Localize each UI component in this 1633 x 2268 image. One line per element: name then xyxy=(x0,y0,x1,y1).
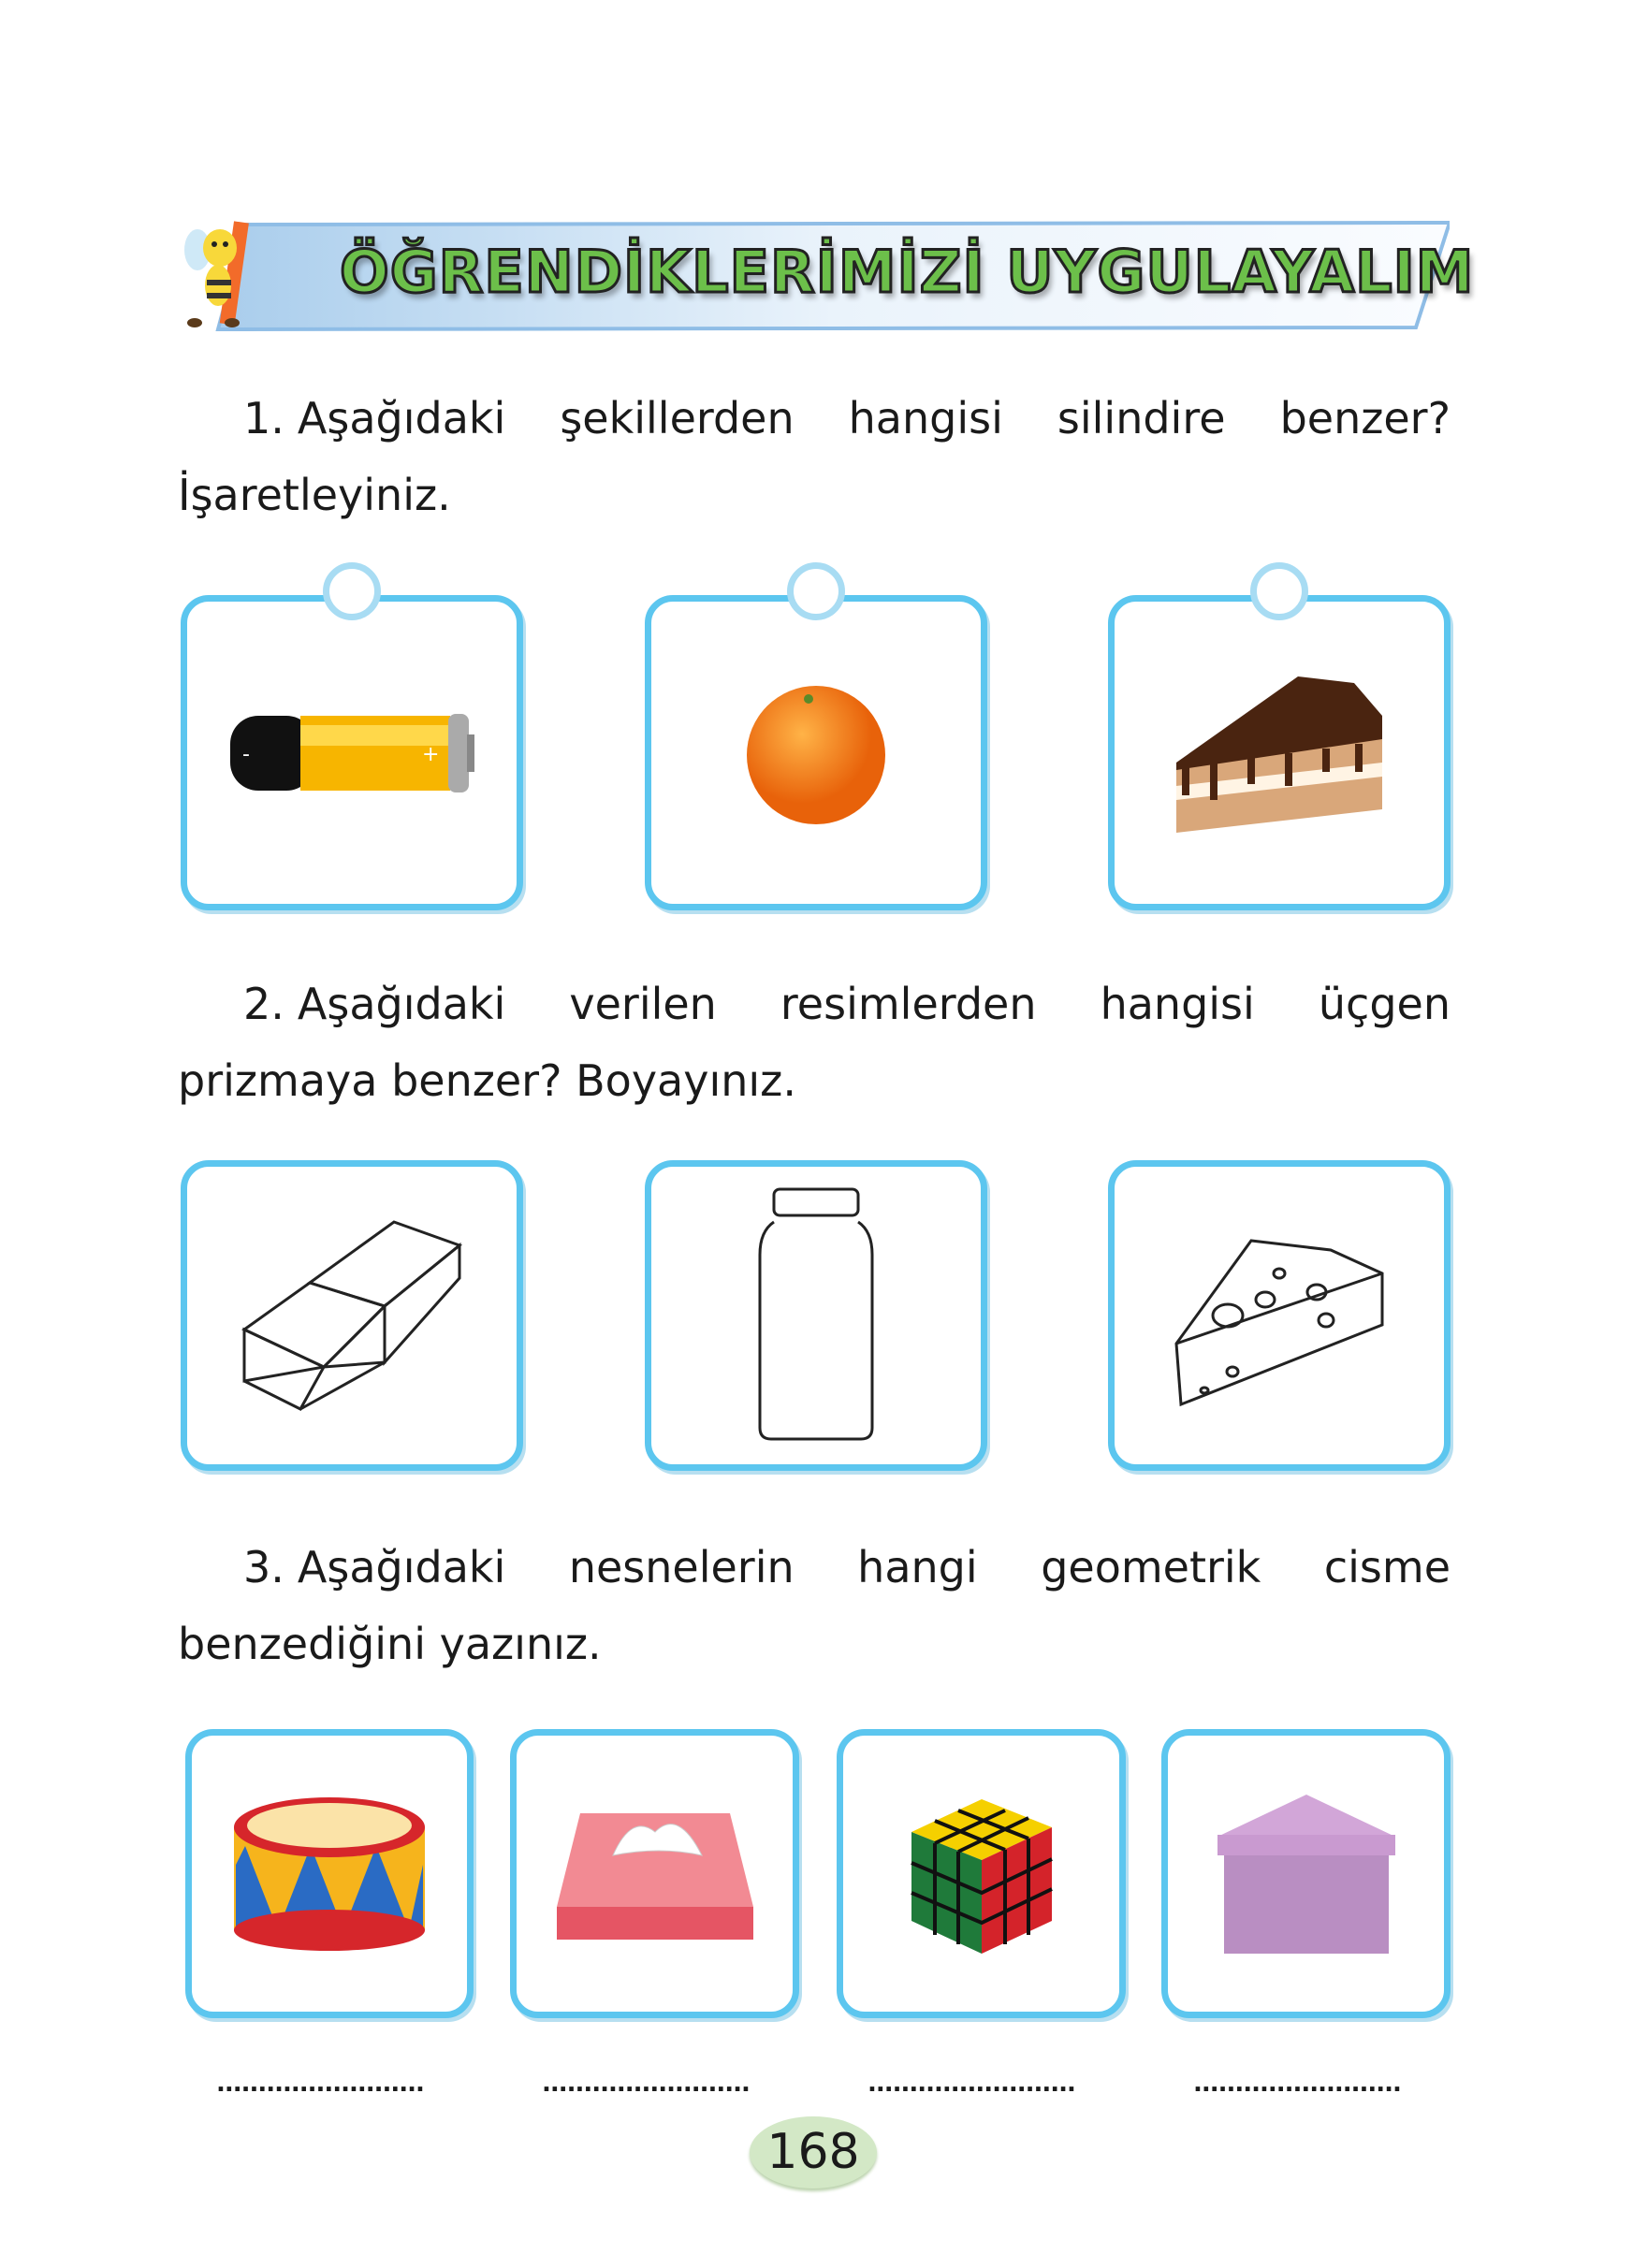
orange-icon xyxy=(741,678,891,828)
object-drum xyxy=(185,1729,474,2018)
question-text: Aşağıdaki nesnelerin hangi geometrik cisme benzediğini yazınız. xyxy=(178,1542,1451,1669)
svg-text:+: + xyxy=(422,742,440,766)
question-number: 3. xyxy=(243,1542,284,1592)
answer-blank-1[interactable]: ......................... xyxy=(216,2070,424,2098)
question-1 xyxy=(178,380,1451,533)
page-number: 168 xyxy=(750,2116,877,2188)
question-number: 1. xyxy=(243,393,284,443)
svg-text:-: - xyxy=(242,742,250,766)
cheese-wedge-outline-icon xyxy=(1167,1217,1392,1414)
answer-blank-2[interactable]: ......................... xyxy=(542,2070,750,2098)
gift-box-icon xyxy=(1213,1790,1400,1958)
answer-blank-3[interactable]: ......................... xyxy=(868,2070,1075,2098)
question-text: Aşağıdaki verilen resimlerden hangisi üçgen prizmaya benzer? Boyayınız. xyxy=(178,979,1451,1106)
option-cake-slice[interactable] xyxy=(1108,595,1451,910)
section-title: ÖĞRENDİKLERİMİZİ UYGULAYALIM xyxy=(340,238,1475,306)
battery-icon xyxy=(226,706,478,800)
bee-pencil-mascot-icon xyxy=(181,212,265,334)
checkbox-circle[interactable] xyxy=(323,562,381,620)
jar-outline-icon xyxy=(751,1185,882,1447)
cake-slice-icon xyxy=(1167,669,1392,837)
eraser-outline-icon xyxy=(235,1217,469,1414)
object-tissue-box xyxy=(510,1729,799,2018)
option-eraser[interactable] xyxy=(181,1160,523,1471)
question-text: Aşağıdaki şekillerden hangisi silindire benzer? İşaretleyiniz. xyxy=(178,393,1451,520)
question-2 xyxy=(178,966,1451,1119)
checkbox-circle[interactable] xyxy=(1250,562,1308,620)
question-number: 2. xyxy=(243,979,284,1029)
option-orange[interactable] xyxy=(645,595,987,910)
tissue-box-icon xyxy=(547,1804,763,1944)
question-3 xyxy=(178,1529,1451,1682)
checkbox-circle[interactable] xyxy=(787,562,845,620)
rubiks-cube-icon xyxy=(902,1790,1061,1958)
object-rubiks-cube xyxy=(837,1729,1126,2018)
option-jar[interactable] xyxy=(645,1160,987,1471)
object-gift-box xyxy=(1161,1729,1451,2018)
option-battery[interactable] xyxy=(181,595,523,910)
answer-blank-4[interactable]: ......................... xyxy=(1193,2070,1401,2098)
option-cheese-wedge[interactable] xyxy=(1108,1160,1451,1471)
section-banner xyxy=(181,217,1475,332)
drum-icon xyxy=(226,1790,432,1958)
